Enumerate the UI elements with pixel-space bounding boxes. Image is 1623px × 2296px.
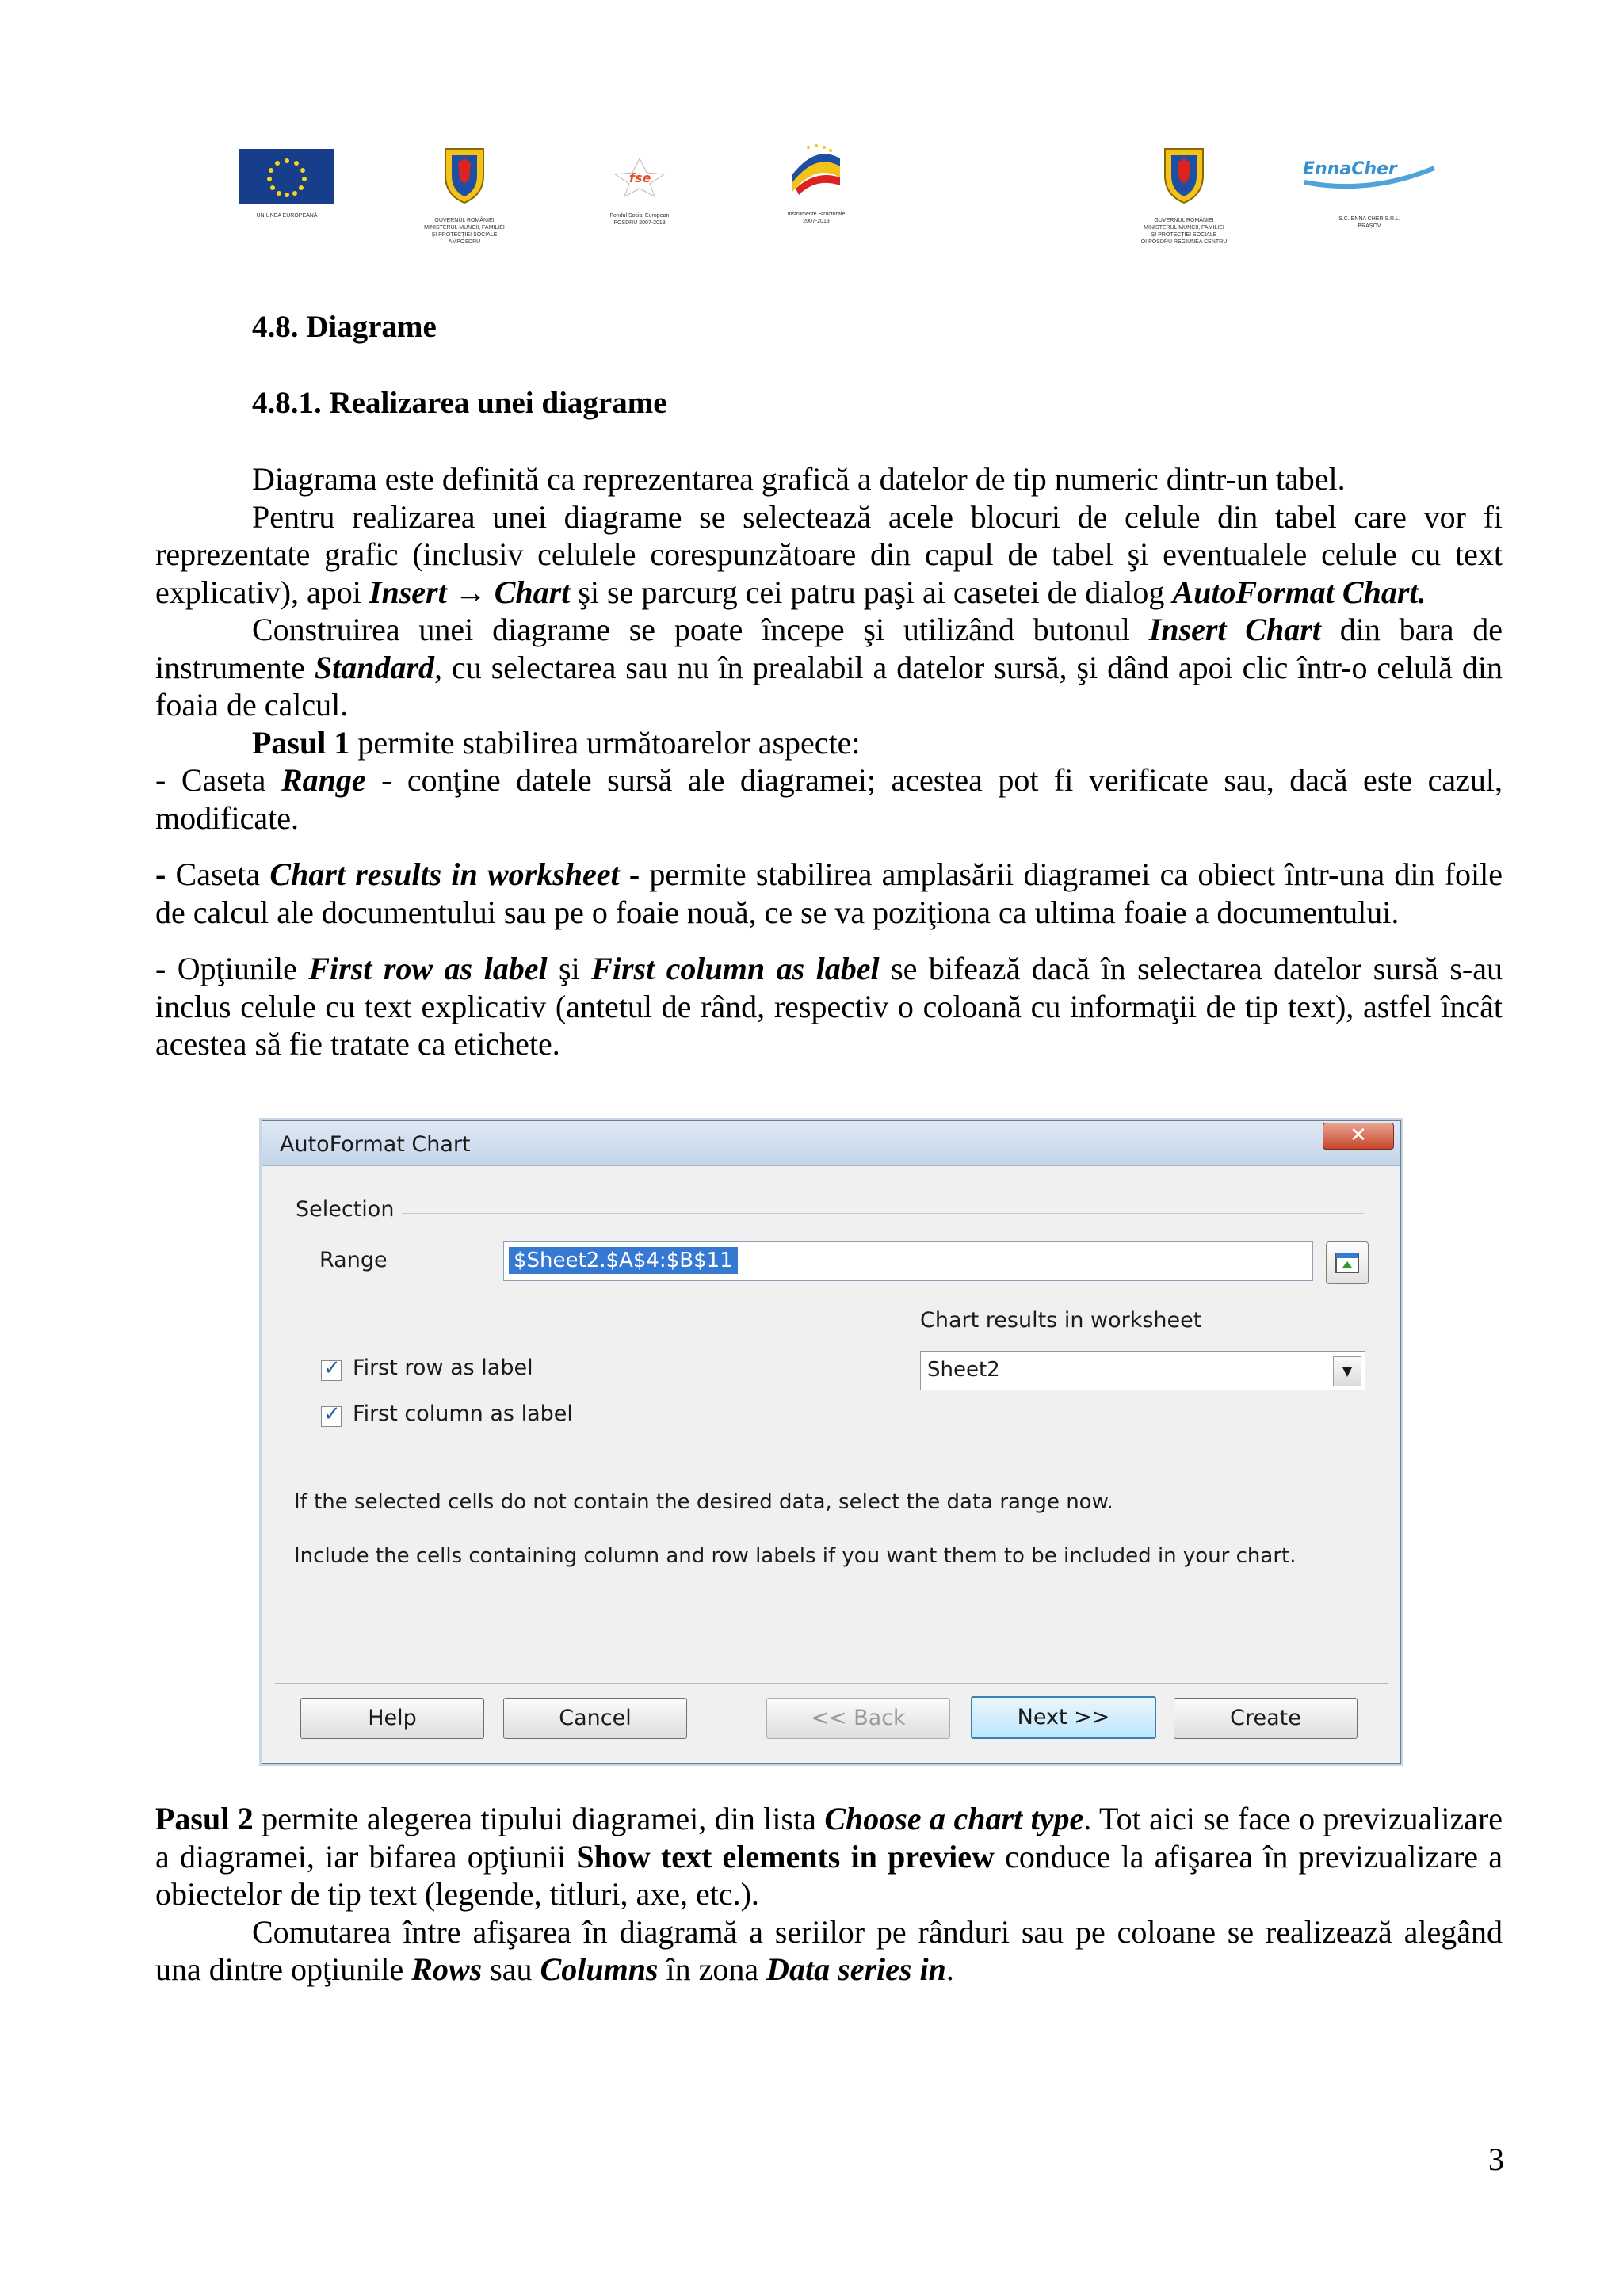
page-number: 3	[1488, 2142, 1504, 2177]
selection-group-label: Selection	[296, 1197, 395, 1222]
paragraph	[155, 498, 1503, 612]
paragraph	[155, 460, 1503, 498]
logo-caption: S.C. ENNA CHER S.R.L. BRAȘOV	[1338, 216, 1400, 229]
list-name: Choose a chart type	[824, 1801, 1084, 1836]
body-text-block-2	[155, 1800, 1503, 1989]
logo-caption: GUVERNUL ROMÂNIEI MINISTERUL MUNCII, FAMILIEI ȘI PROTECȚIEI SOCIALE OI POSDRU REGIUNEA CENTRU	[1140, 218, 1228, 245]
button-name: Insert Chart	[1148, 612, 1321, 647]
field-name: Chart results in worksheet	[269, 856, 620, 892]
svg-text:fse: fse	[629, 170, 651, 185]
paragraph-text: Construirea unei diagrame se poate începe şi utilizând butonul	[252, 612, 1149, 647]
paragraph-text: , cu selectarea sau nu în prealabil a datelor sursă, şi dând apoi clic într-o celulă din foaia de calcul.	[155, 649, 1503, 723]
eu-flag-icon	[239, 149, 334, 204]
group-divider	[402, 1213, 1364, 1214]
range-value: $Sheet2.$A$4:$B$11	[509, 1247, 738, 1274]
field-name: Range	[281, 762, 366, 798]
dialog-title: AutoFormat Chart	[280, 1132, 471, 1157]
paragraph: Comutarea între afişarea în diagramă a seriilor pe rânduri sau pe coloane se realizează alegând una dintre opţiunile Rows sau Columns în zona Data series in.	[155, 1913, 1503, 1987]
logo-caption: UNIUNEA EUROPEANĂ	[256, 213, 318, 219]
shrink-icon	[1327, 1242, 1368, 1283]
ennacher-logo	[1298, 151, 1441, 229]
body-text-block-1	[155, 460, 1503, 1063]
worksheet-select-value: Sheet2	[927, 1358, 1000, 1382]
section-heading: 4.8. Diagrame	[252, 310, 437, 344]
autoformat-chart-dialog	[262, 1120, 1401, 1764]
next-button[interactable]: Next >>	[971, 1696, 1156, 1739]
chevron-down-icon[interactable]: ▼	[1333, 1356, 1361, 1386]
first-column-checkbox[interactable]	[321, 1406, 342, 1427]
ennacher-swoosh-icon	[1298, 151, 1441, 198]
shrink-range-button[interactable]	[1326, 1241, 1369, 1284]
paragraph-text: Diagrama este definită ca reprezentarea grafică a datelor de tip numeric dintr-un tabel.	[252, 461, 1346, 497]
bullet-item: - Caseta Range - conţine datele sursă ale diagramei; acestea pot fi verificate sau, dacă este cazul, modificate.	[155, 762, 1503, 836]
step-label: Pasul 1	[252, 724, 350, 761]
structural-instruments-icon	[785, 143, 848, 198]
zone-name: Data series in	[766, 1951, 946, 1987]
option-name: First row as label	[308, 951, 548, 986]
step-label: Pasul 2	[155, 1801, 254, 1836]
hint-text: If the selected cells do not contain the desired data, select the data range now.	[294, 1490, 1113, 1514]
dialog-titlebar[interactable]	[262, 1121, 1400, 1166]
paragraph-text: şi se parcurg cei patru paşi ai casetei de dialog	[570, 574, 1173, 610]
worksheet-select[interactable]	[920, 1351, 1365, 1390]
hint-text: Include the cells containing column and row labels if you want them to be included in your chart.	[294, 1544, 1296, 1568]
dialog-body	[275, 1169, 1388, 1695]
instrumente-structurale-logo	[785, 143, 848, 224]
back-button[interactable]: << Back	[766, 1698, 950, 1739]
logo-caption: Fondul Social European POSDRU 2007-2013	[609, 213, 670, 226]
paragraph	[155, 611, 1503, 724]
header-logos	[0, 135, 1623, 254]
chart-results-label: Chart results in worksheet	[920, 1308, 1202, 1333]
bullet-item: - Caseta Chart results in worksheet - permite stabilirea amplasării diagramei ca obiect într-una din foile de calcul ale documentului sau pe o foaie nouă, ce se va poziţiona ca ultima foaie a documentului.	[155, 856, 1503, 930]
menu-path: Insert → Chart	[369, 574, 571, 610]
cancel-button[interactable]: Cancel	[503, 1698, 687, 1739]
paragraph-text: Pentru realizarea unei diagrame se selectează acele blocuri de celule din tabel care vor fi reprezentate grafic (inclusiv celulele corespunzătoare din capul de tabel şi eventualele celule cu text explicativ), apoi	[155, 498, 1503, 610]
range-label: Range	[319, 1248, 388, 1272]
help-button[interactable]: Help	[300, 1698, 484, 1739]
close-icon: ✕	[1350, 1123, 1367, 1147]
option-name: First column as label	[591, 951, 880, 986]
first-row-checkbox[interactable]	[321, 1360, 342, 1381]
logo-caption: Instrumente Structurale 2007-2013	[787, 212, 846, 224]
bullet-item: - Opţiunile First row as label şi First column as label se bifează dacă în selectarea datelor sursă s-au inclus celule cu text explicativ (antetul de rând, respectiv o coloană cu informaţii de tip text), astfel încât acestea să fie tratate ca etichete.	[155, 951, 1503, 1062]
paragraph: Pasul 2 permite alegerea tipului diagramei, din lista Choose a chart type. Tot aici se face o previzualizare a diagramei, iar bifarea opţiunii Show text elements in preview conduce la afişarea în previzualizare a obiectelor de tip text (legende, titluri, axe, etc.).	[155, 1801, 1503, 1912]
paragraph-text: din bara de instrumente	[155, 612, 1503, 685]
fse-star-icon	[612, 157, 667, 198]
range-input[interactable]	[503, 1241, 1313, 1281]
toolbar-name: Standard	[314, 649, 434, 685]
romania-crest-icon	[441, 144, 488, 204]
option-name: Show text elements in preview	[576, 1838, 995, 1875]
first-row-label: First row as label	[353, 1356, 533, 1380]
close-button[interactable]	[1323, 1123, 1394, 1150]
paragraph-text: permite stabilirea următoarelor aspecte:	[349, 724, 861, 761]
first-column-label: First column as label	[353, 1402, 573, 1426]
option-name: Columns	[540, 1951, 659, 1987]
button-divider	[275, 1683, 1388, 1684]
paragraph	[155, 724, 1503, 762]
dialog-name: AutoFormat Chart.	[1172, 574, 1426, 610]
subsection-heading: 4.8.1. Realizarea unei diagrame	[252, 386, 667, 420]
fse-logo	[609, 157, 670, 226]
romania-crest-icon	[1160, 144, 1208, 204]
logo-caption: GUVERNUL ROMÂNIEI MINISTERUL MUNCII, FAMILIEI ȘI PROTECȚIEI SOCIALE AMPOSDRU	[424, 218, 505, 245]
option-name: Rows	[411, 1951, 483, 1987]
create-button[interactable]: Create	[1174, 1698, 1358, 1739]
ennacher-brand: EnnaCher	[1303, 159, 1397, 179]
